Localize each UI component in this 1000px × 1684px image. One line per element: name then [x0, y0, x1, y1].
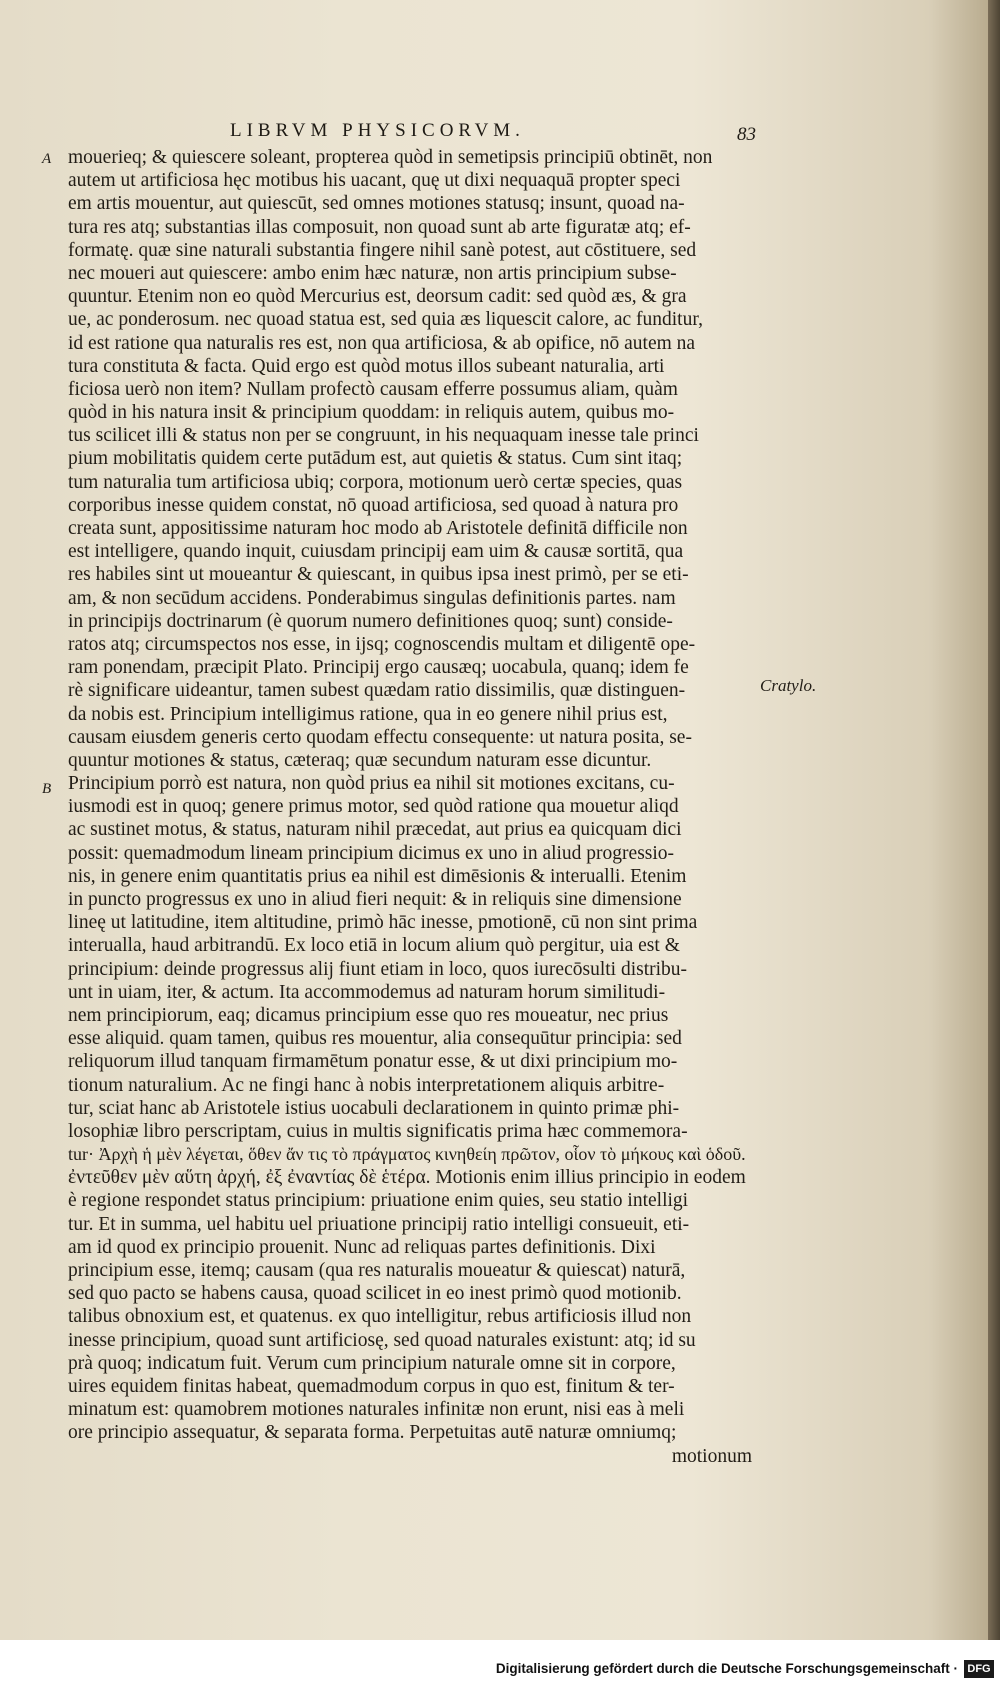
text-line: quòd in his natura insit & principium quoddam: in reliquis autem, quibus mo- [68, 402, 675, 424]
text-line: motionum [671, 1445, 752, 1467]
text-line: tur, sciat hanc ab Aristotele istius uocabuli declarationem in quinto primæ phi- [68, 1097, 680, 1119]
text-line: interualla, haud arbitrandū. Ex loco etiā in locum alium quò pergitur, uia est & [68, 935, 680, 957]
text-line: ore principio assequatur, & separata forma. Perpetuitas autē naturæ omniumq; [68, 1422, 677, 1444]
text-line: uires equidem finitas habeat, quemadmodum corpus in quo est, finitum & ter- [68, 1375, 675, 1397]
text-line: Principium porrò est natura, non quòd prius ea nihil sit motiones excitans, cu- [68, 773, 675, 795]
text-line: em artis mouentur, aut quiescūt, sed omnes motiones statusq; insunt, quoad na- [68, 193, 685, 215]
text-line: losophiæ libro perscriptam, cuius in multis significatis prima hæc commemora- [68, 1120, 688, 1142]
text-line: est intelligere, quando inquit, cuiusdam principij eam uim & causæ sortitā, qua [68, 541, 684, 563]
text-line: ratos atq; circumspectos nos esse, in ijsq; cognoscendis multam et diligentē ope- [68, 633, 696, 655]
text-line: prà quoq; indicatum fuit. Verum cum principium naturale omne sit in corpore, [68, 1352, 676, 1374]
footer-credit: Digitalisierung gefördert durch die Deutsche Forschungsgemeinschaft · [495, 1661, 958, 1676]
text-line: tionum naturalium. Ac ne fingi hanc à nobis interpretationem aliquis arbitre- [68, 1074, 665, 1096]
text-line: ram ponendam, præcipit Plato. Principij ergo causæq; uocabula, quanq; idem fe [68, 657, 689, 679]
text-line: sed quo pacto se habens causa, quoad scilicet in eo inest primò quod motionib. [68, 1283, 682, 1305]
text-line: am, & non secūdum accidens. Ponderabimus singulas definitionis partes. nam [68, 587, 676, 609]
text-line: tus scilicet illi & status non per se congruunt, in his nequaquam inesse tale princi [68, 425, 699, 447]
text-line: causam eiusdem generis certo quodam effectu consequente: ut natura posita, se- [68, 726, 692, 748]
text-line: inesse principium, quoad sunt artificiosę, sed quoad naturales existunt: atq; id su [68, 1329, 696, 1351]
text-line: principium esse, itemq; causam (qua res naturalis moueatur & quiescat) naturā, [68, 1260, 686, 1281]
text-line: esse aliquid. quam tamen, quibus res mouentur, alia consequūtur principia: sed [68, 1028, 682, 1050]
text-line: iusmodi est in quoq; genere primus motor, sed quòd ratione qua mouetur aliqd [68, 796, 679, 818]
text-line: autem ut artificiosa hęc motibus his uacant, quę ut dixi nequaquā propter speci [68, 170, 681, 192]
text-line: è regione respondet status principium: priuatione enim quies, seu statio intelligi [68, 1190, 689, 1212]
text-line: quuntur motiones & status, cæteraq; quæ secundum naturam esse dicuntur. [68, 749, 652, 771]
text-line: nis, in genere enim quantitatis prius ea nihil est dimēsionis & interualli. Etenim [68, 865, 687, 887]
text-line: nec moueri aut quiescere: ambo enim hæc naturæ, non artis principium subse- [68, 262, 677, 284]
text-line: nem principiorum, eaq; dicamus principium esse quo res moueatur, nec prius [68, 1004, 669, 1026]
text-line: tur. Et in summa, uel habitu uel priuatione principij ratio intelligi consueuit, eti- [68, 1213, 690, 1235]
page-edge [988, 0, 1000, 1640]
text-line: talibus obnoxium est, et quatenus. ex quo intelligitur, rebus artificiosis illud non [68, 1306, 692, 1328]
text-line: am id quod ex principio prouenit. Nunc ad reliquas partes definitionis. Dixi [68, 1236, 656, 1258]
section-marker-a: A [42, 151, 52, 167]
section-marker-b: B [42, 781, 52, 797]
text-line: ac sustinet motus, & status, naturam nihil præcedat, aut prius ea quicquam dici [68, 819, 682, 841]
text-line: res habiles sint ut moueantur & quiescant, in quibus ipsa inest primò, per se eti- [68, 564, 689, 586]
text-line: tura res atq; substantias illas composuit, non quoad sunt ab arte figuratæ atq; ef- [68, 216, 691, 238]
text-line: quuntur. Etenim non eo quòd Mercurius est, deorsum cadit: sed quòd æs, & gra [68, 286, 687, 308]
text-line: corporibus inesse quidem constat, nō quoad artificiosa, sed quoad à natura pro [68, 494, 679, 516]
body-text [68, 146, 752, 1468]
text-line: principium: deinde progressus alij fiunt etiam in loco, quos iurecōsulti distribu- [68, 958, 688, 980]
text-line: rè significare uideantur, tamen subest quædam ratio dissimilis, quæ distinguen- [68, 680, 686, 702]
text-line: da nobis est. Principium intelligimus ratione, qua in eo genere nihil prius est, [68, 703, 668, 725]
text-line: in principijs doctrinarum (è quorum numero definitiones quoq; sunt) conside- [68, 610, 673, 632]
text-line: ἐντεῦθεν μὲν αὕτη ἀρχή, ἐξ ἐναντίας δὲ ἑτέρα. Motionis enim illius principio in eodem [68, 1167, 746, 1189]
text-line: mouerieq; & quiescere soleant, propterea quòd in semetipsis principiū obtinēt, non [68, 147, 713, 168]
text-line: formatę. quæ sine naturali substantia fingere nihil sanè potest, aut cōstituere, sed [68, 239, 697, 261]
text-line: tur· Ἀρχὴ ἡ μὲν λέγεται, ὅθεν ἄν τις τὸ πράγματος κινηθείη πρῶτον, οἷον τὸ μήκους καὶ ὁδοῦ. [68, 1144, 746, 1165]
text-line: ue, ac ponderosum. nec quoad statua est, sed quia æs liquescit calore, ac funditur, [68, 309, 703, 331]
text-line: creata sunt, appositissime naturam hoc modo ab Aristotele definitā difficile non [68, 518, 688, 539]
text-line: in puncto progressus ex uno in aliud fieri nequit: & in reliquis sine dimensione [68, 889, 682, 910]
text-line: ficiosa uerò non item? Nullam profectò causam efferre possumus aliam, quàm [68, 378, 678, 400]
text-line: tum naturalia tum artificiosa ubiq; corpora, motionum uerò certæ species, quas [68, 471, 683, 493]
text-line: lineę ut latitudine, item altitudine, primò hāc inesse, pmotionē, cū non sint prima [68, 912, 698, 934]
dfg-logo: DFG [964, 1660, 994, 1678]
margin-note: Cratylo. [760, 676, 817, 695]
running-head: LIBRVM PHYSICORVM. [230, 120, 525, 141]
text-line: possit: quemadmodum lineam principium dicimus ex uno in aliud progressio- [68, 842, 675, 864]
text-line: id est ratione qua naturalis res est, non qua artificiosa, & ab opifice, nō autem na [68, 332, 696, 354]
text-line: reliquorum illud tanquam firmamētum ponatur esse, & ut dixi principium mo- [68, 1051, 678, 1073]
text-line: unt in uiam, iter, & actum. Ita accommodemus ad naturam horum similitudi- [68, 981, 666, 1003]
text-line: minatum est: quamobrem motiones naturales infinitæ non erunt, nisi eas à meli [68, 1399, 685, 1421]
text-line: pium mobilitatis quidem certe putādum est, aut quietis & status. Cum sint itaq; [68, 448, 683, 470]
text-line: tura constituta & facta. Quid ergo est quòd motus illos subeant naturalia, arti [68, 355, 665, 377]
folio-number: 83 [737, 124, 756, 145]
